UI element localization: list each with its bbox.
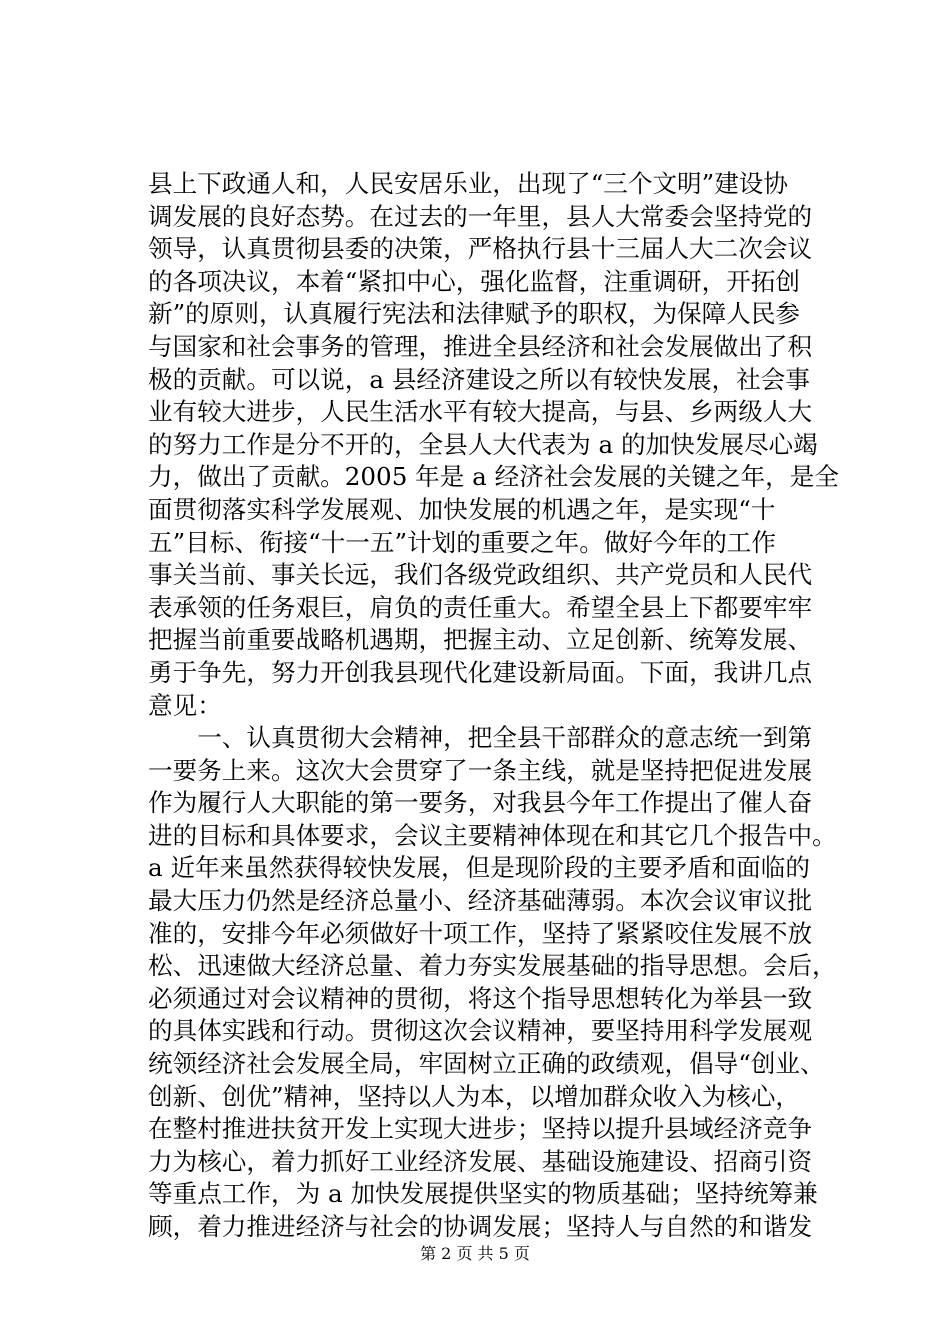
text-line: 力为核心，着力抓好工业经济发展、基础设施建设、招商引资 xyxy=(148,1146,813,1176)
text-line: 准的，安排今年必须做好十项工作，坚持了紧紧咬住发展不放 xyxy=(148,918,813,948)
text-line: 必须通过对会议精神的贯彻，将这个指导思想转化为举县一致 xyxy=(148,983,813,1013)
text-line: 统领经济社会发展全局，牢固树立正确的政绩观，倡导“创业、 xyxy=(148,1049,825,1079)
text-line: 极的贡献。可以说，a 县经济建设之所以有较快发展，社会事 xyxy=(148,364,810,394)
text-line: 意见： xyxy=(148,690,222,720)
text-line: 勇于争先，努力开创我县现代化建设新局面。下面，我讲几点 xyxy=(148,657,813,687)
text-line: 新”的原则，认真履行宪法和法律赋予的职权，为保障人民参 xyxy=(148,299,801,329)
text-line: 力，做出了贡献。2005 年是 a 经济社会发展的关键之年，是全 xyxy=(148,462,839,492)
text-line: 进的目标和具体要求，会议主要精神体现在和其它几个报告中。 xyxy=(148,820,837,850)
text-line: 在整村推进扶贫开发上实现大进步；坚持以提升县域经济竞争 xyxy=(148,1114,813,1144)
text-line: 作为履行人大职能的第一要务，对我县今年工作提出了催人奋 xyxy=(148,788,813,818)
text-line: 业有较大进步，人民生活水平有较大提高，与县、乡两级人大 xyxy=(148,397,813,427)
paragraph-start-line: 一、认真贯彻大会精神，把全县干部群众的意志统一到第 xyxy=(148,723,813,753)
page-number-footer: 第 2 页 共 5 页 xyxy=(420,1244,530,1263)
text-line: 事关当前、事关长远，我们各级党政组织、共产党员和人民代 xyxy=(148,560,813,590)
text-line: 顾，着力推进经济与社会的协调发展；坚持人与自然的和谐发 xyxy=(148,1212,813,1241)
text-line: 的具体实践和行动。贯彻这次会议精神，要坚持用科学发展观 xyxy=(148,1016,813,1046)
text-line: 的努力工作是分不开的，全县人大代表为 a 的加快发展尽心竭 xyxy=(148,429,818,459)
text-line: 表承领的任务艰巨，肩负的责任重大。希望全县上下都要牢牢 xyxy=(148,592,813,622)
text-line: 把握当前重要战略机遇期，把握主动、立足创新、统筹发展、 xyxy=(148,625,813,655)
text-line: 面贯彻落实科学发展观、加快发展的机遇之年，是实现“十 xyxy=(148,494,776,524)
text-line: 等重点工作，为 a 加快发展提供坚实的物质基础；坚持统筹兼 xyxy=(148,1179,818,1209)
text-line: 调发展的良好态势。在过去的一年里，县人大常委会坚持党的 xyxy=(148,201,813,231)
body-text xyxy=(148,168,839,1244)
text-line: 最大压力仍然是经济总量小、经济基础薄弱。本次会议审议批 xyxy=(148,886,813,916)
text-line: a 近年来虽然获得较快发展，但是现阶段的主要矛盾和面临的 xyxy=(148,853,810,883)
text-line: 松、迅速做大经济总量、着力夯实发展基础的指导思想。会后， xyxy=(148,951,837,981)
text-line: 一要务上来。这次大会贯穿了一条主线，就是坚持把促进发展 xyxy=(148,755,813,785)
text-line: 领导，认真贯彻县委的决策，严格执行县十三届人大二次会议 xyxy=(148,234,813,264)
text-line: 与国家和社会事务的管理，推进全县经济和社会发展做出了积 xyxy=(148,331,813,361)
text-line: 的各项决议，本着“紧扣中心，强化监督，注重调研，开拓创 xyxy=(148,266,801,296)
text-line: 县上下政通人和，人民安居乐业，出现了“三个文明”建设协 xyxy=(148,169,788,198)
text-line: 五”目标、衔接“十一五”计划的重要之年。做好今年的工作 xyxy=(148,527,776,557)
text-line: 创新、创优”精神，坚持以人为本，以增加群众收入为核心， xyxy=(148,1081,801,1111)
